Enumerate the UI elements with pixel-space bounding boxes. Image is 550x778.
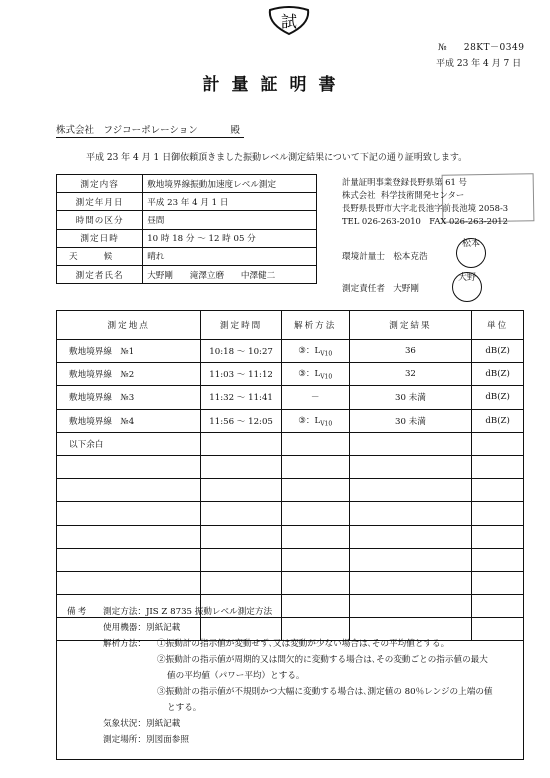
column-header: 測定地点 [57, 311, 201, 340]
cell-unit: dB(Z) [472, 363, 524, 386]
client-name: 株式会社 フジコーポレーション [56, 125, 198, 136]
method-text: － [310, 392, 320, 403]
certifier-name: 大野剛 [393, 284, 419, 294]
empty-cell [281, 548, 349, 571]
cell-unit: dB(Z) [472, 409, 524, 432]
column-header: 測定時間 [201, 311, 281, 340]
empty-row [57, 455, 524, 478]
weather-line: 気象状況：別紙記載 [103, 719, 181, 729]
personal-seal-icon: 大野 [452, 272, 482, 302]
certification-mark-icon [266, 6, 312, 36]
operator-name: 中澤健二 [240, 270, 276, 281]
results-table [56, 310, 524, 641]
empty-cell [281, 525, 349, 548]
certifier-role: 測定責任者 [342, 284, 385, 294]
info-row-time [57, 229, 317, 247]
empty-cell [57, 548, 201, 571]
document-number [438, 40, 524, 53]
table-row [57, 363, 524, 386]
method-text: ③：L [298, 346, 321, 357]
empty-cell [472, 479, 524, 502]
column-header: 解析方法 [281, 311, 349, 340]
empty-cell [57, 455, 201, 478]
empty-row [57, 502, 524, 525]
cell-result: 30 未満 [349, 409, 472, 432]
cell-unit: dB(Z) [472, 386, 524, 409]
operator-names [143, 265, 317, 283]
cell-location: 敷地境界線 №4 [57, 409, 201, 432]
analysis-item: ②振動計の指示値が周期的又は間欠的に変動する場合は､その変動ごとの指示値の最大 [157, 655, 488, 665]
method-text: ③：L [298, 369, 321, 380]
remarks-box [56, 594, 524, 760]
empty-cell [349, 502, 472, 525]
empty-cell [349, 548, 472, 571]
svg-text:試: 試 [280, 12, 298, 31]
cell-location: 敷地境界線 №2 [57, 363, 201, 386]
operator-name: 大野剛 [147, 270, 173, 281]
registration-number: 計量証明事業登録長野県第 61 号 [342, 177, 467, 187]
empty-cell [57, 479, 201, 502]
info-row-operators [57, 265, 317, 283]
info-row-weather [57, 247, 317, 265]
info-value: 晴れ [143, 247, 317, 265]
info-value: 10 時 18 分 ～ 12 時 05 分 [143, 229, 317, 247]
method-subscript: V10 [320, 374, 333, 382]
empty-cell [472, 502, 524, 525]
analysis-label: 解析方法： [103, 639, 146, 649]
empty-cell [349, 479, 472, 502]
empty-cell [472, 548, 524, 571]
info-label: 測定者氏名 [57, 265, 143, 283]
cell-time: 10:18 ～ 10:27 [201, 340, 281, 363]
empty-cell [472, 525, 524, 548]
empty-row [57, 525, 524, 548]
site-line: 測定場所：別図面参照 [103, 735, 189, 745]
info-row-content [57, 175, 317, 193]
empty-cell [57, 571, 201, 594]
intro-text: 平成 23 年 4 月 1 日御依頼頂きました振動レベル測定結果について下記の通り証明致します。 [86, 153, 468, 163]
cell-result: 32 [349, 363, 472, 386]
certifier-responsible [342, 282, 419, 294]
method-line: 測定方法：JIS Z 8735 振動レベル測定方法 [103, 607, 273, 617]
analysis-item: とする。 [167, 703, 202, 713]
info-row-period [57, 211, 317, 229]
issue-date: 平成 23 年 4 月 7 日 [436, 59, 522, 69]
empty-cell [57, 502, 201, 525]
page-title: 計量証明書 [202, 75, 348, 95]
empty-cell [281, 432, 349, 455]
table-row [57, 340, 524, 363]
company-name: 科学技術開発センター [380, 190, 465, 200]
remarks-label: 備考 [67, 607, 89, 617]
issuer-block [342, 176, 508, 228]
empty-cell [281, 479, 349, 502]
company-address: 長野県長野市大字北長池字前長池境 2058-3 [342, 203, 509, 213]
cell-location: 敷地境界線 №1 [57, 340, 201, 363]
cell-unit: dB(Z) [472, 340, 524, 363]
cell-method [281, 363, 349, 386]
info-value: 昼間 [143, 211, 317, 229]
empty-cell [201, 571, 281, 594]
empty-cell [201, 455, 281, 478]
equipment-line: 使用機器：別紙記載 [103, 623, 181, 633]
doc-no-label: № [438, 43, 448, 53]
column-header: 単位 [472, 311, 524, 340]
info-label: 天候 [57, 247, 143, 265]
empty-cell [57, 525, 201, 548]
measurement-info-table [56, 174, 317, 284]
certifier-role: 環境計量士 [342, 252, 385, 262]
analysis-item: ①振動計の指示値が変動せず､又は変動が少ない場合は､その平均値とする。 [157, 639, 450, 649]
info-label: 時間の区分 [57, 211, 143, 229]
empty-cell [201, 525, 281, 548]
empty-cell [281, 455, 349, 478]
empty-cell [281, 571, 349, 594]
cell-method [281, 340, 349, 363]
cell-method [281, 409, 349, 432]
info-label: 測定内容 [57, 175, 143, 193]
table-row [57, 409, 524, 432]
empty-row [57, 571, 524, 594]
client-honorific: 殿 [230, 125, 240, 136]
info-row-date [57, 193, 317, 211]
doc-no-value: 28KT－0349 [463, 43, 525, 53]
analysis-item: 値の平均値（パワー平均）とする。 [167, 671, 305, 681]
company-contact: TEL 026-263-2010 FAX 026-263-2012 [342, 216, 508, 226]
company-stamp [442, 173, 535, 223]
column-header: 測定結果 [349, 311, 472, 340]
method-subscript: V10 [320, 350, 333, 358]
cell-time: 11:03 ～ 11:12 [201, 363, 281, 386]
cell-method [281, 386, 349, 409]
certifier-environmental [342, 250, 428, 262]
empty-cell [349, 455, 472, 478]
cell-result: 30 未満 [349, 386, 472, 409]
empty-cell [201, 502, 281, 525]
info-label: 測定年月日 [57, 193, 143, 211]
cell-remainder: 以下余白 [57, 432, 201, 455]
certifier-name: 松本克浩 [393, 252, 428, 262]
personal-seal-icon: 松本 [456, 238, 486, 268]
empty-cell [349, 432, 472, 455]
empty-cell [201, 548, 281, 571]
cell-location: 敷地境界線 №3 [57, 386, 201, 409]
empty-cell [472, 571, 524, 594]
info-value: 平成 23 年 4 月 1 日 [143, 193, 317, 211]
company-prefix: 株式会社 [342, 190, 376, 200]
empty-row [57, 548, 524, 571]
info-value: 敷地境界線振動加速度レベル測定 [143, 175, 317, 193]
empty-cell [349, 525, 472, 548]
client-line [56, 122, 244, 138]
cell-time: 11:32 ～ 11:41 [201, 386, 281, 409]
empty-cell [472, 432, 524, 455]
method-text: ③：L [298, 415, 321, 426]
cell-result: 36 [349, 340, 472, 363]
empty-row [57, 479, 524, 502]
empty-cell [201, 432, 281, 455]
cell-time: 11:56 ～ 12:05 [201, 409, 281, 432]
analysis-item: ③振動計の指示値が不規則かつ大幅に変動する場合は､測定値の 80％レンジの上端の値 [157, 687, 493, 697]
table-row [57, 386, 524, 409]
method-subscript: V10 [320, 420, 333, 428]
empty-cell [201, 479, 281, 502]
empty-cell [281, 502, 349, 525]
operator-name: 滝澤立磨 [189, 270, 225, 281]
info-label: 測定日時 [57, 229, 143, 247]
empty-cell [472, 455, 524, 478]
table-row [57, 432, 524, 455]
empty-cell [349, 571, 472, 594]
results-header-row [57, 311, 524, 340]
